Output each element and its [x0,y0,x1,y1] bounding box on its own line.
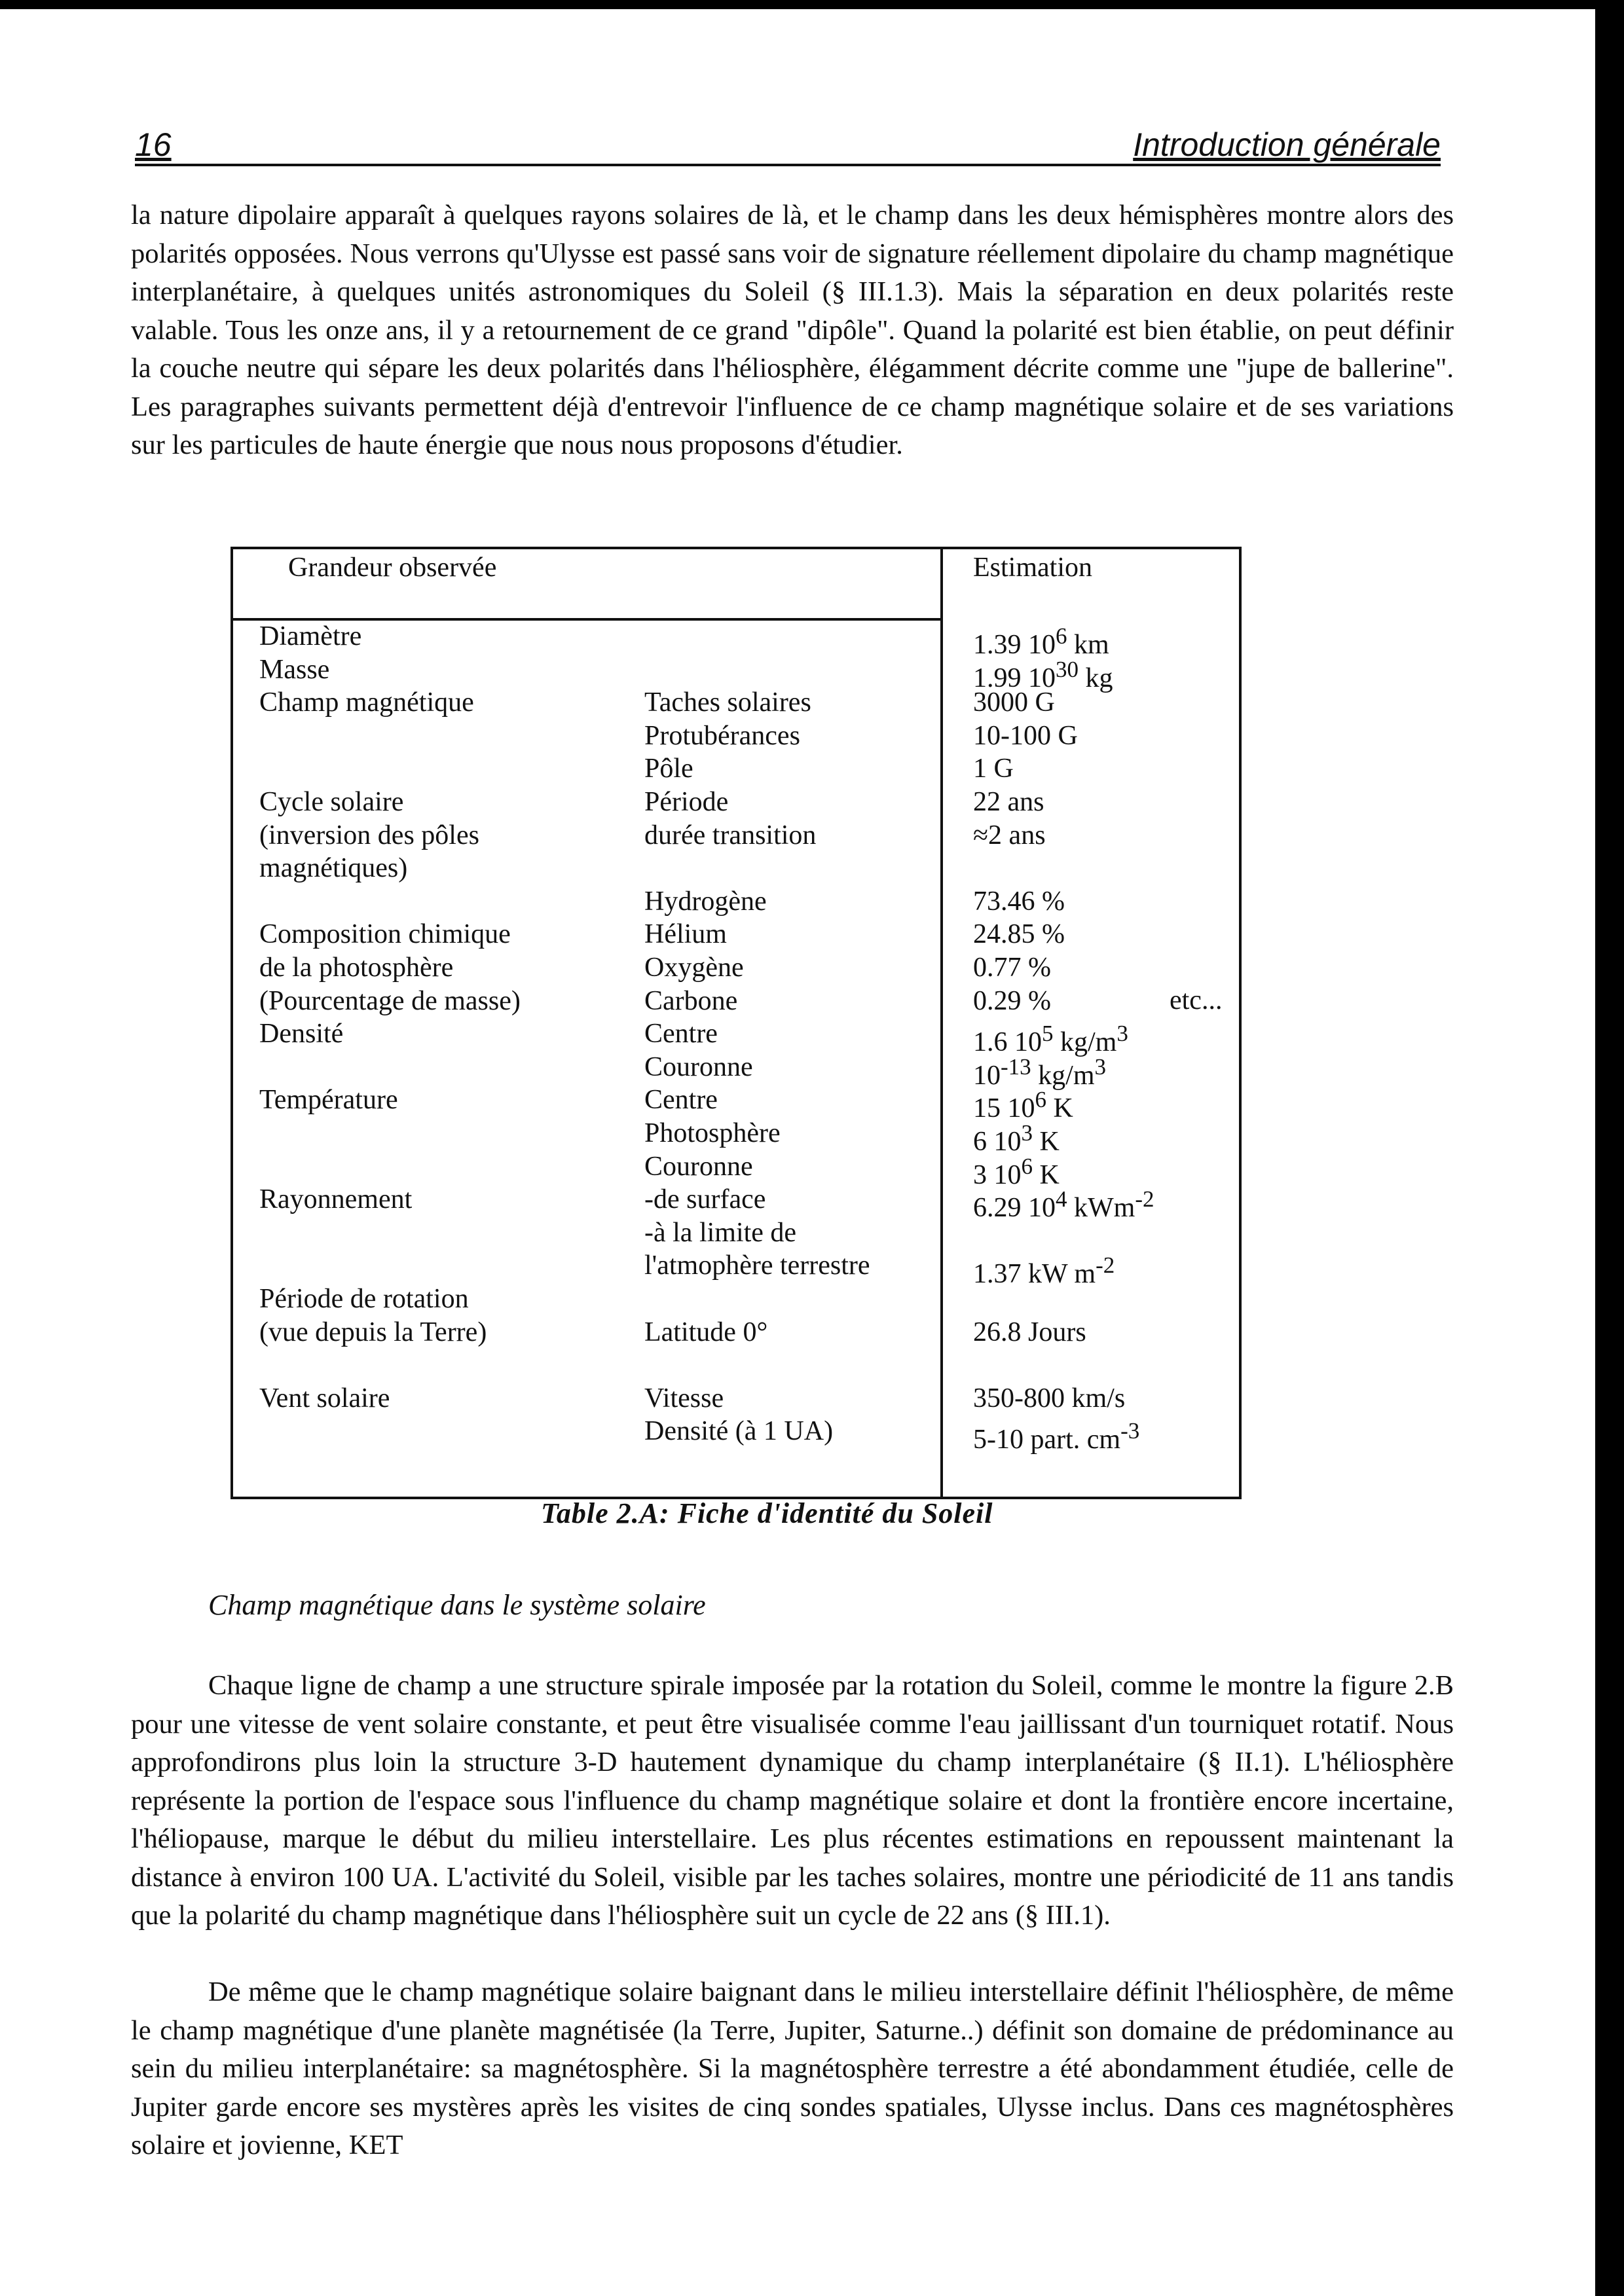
estimate-value-6: ≈2 ans [973,820,1046,850]
sub-quantity-label-13: Couronne [644,1152,753,1182]
table-caption: Table 2.A: Fiche d'identité du Soleil [541,1497,993,1529]
quantity-label-12: Période de rotation [259,1284,469,1314]
chapter-title: Introduction générale [1133,126,1441,163]
estimate-value-19: 350-800 km/s [973,1383,1126,1413]
table-header-estimate: Estimation [973,553,1092,583]
sub-quantity-label-7: Oxygène [644,953,744,983]
quantity-label-7: de la photosphère [259,953,454,983]
paragraph-magnetosphere: De même que le champ magnétique solaire baignant dans le milieu interstellaire définit l'héliosphère, de même le champ magnétique d'une planète magnétisée (la Terre, Jupiter, Saturne..) définit son domaine de prédominance au sein du milieu interplanétaire: sa magnétosphère. Si la magnétosphère terrestre a été abondamment étudiée, celle de Jupiter garde encore ses mystères après les visites de cinq sondes spatiales, Ulysse inclus. Dans ces magnétosphères solaire et jovienne, KET [131,1977,1454,2160]
sub-quantity-label-12: Photosphère [644,1118,781,1148]
estimate-value-18: 26.8 Jours [973,1317,1086,1347]
estimate-value-2: 3000 G [973,687,1055,718]
quantity-label-1: Masse [259,655,330,685]
sun-identity-table [231,547,1242,1499]
quantity-label-4: (inversion des pôles [259,820,479,850]
estimate-value-4: 1 G [973,754,1014,784]
quantity-label-8: (Pourcentage de masse) [259,986,521,1016]
scan-edge-top [0,0,1624,9]
quantity-label-11: Rayonnement [259,1184,413,1214]
estimate-value-7: 73.46 % [973,886,1065,917]
etc-label: etc... [1170,985,1223,1015]
quantity-label-3: Cycle solaire [259,787,404,817]
sub-quantity-label-8: Carbone [644,986,738,1016]
estimate-value-17: 1.37 kW $m^{-2}$ [973,1252,1115,1289]
estimate-value-12: $10^{-13}$ $kg/m^3$ [973,1054,1106,1091]
sub-quantity-label-9: Centre [644,1019,718,1049]
sub-quantity-label-11: Centre [644,1085,718,1115]
sub-quantity-label-5: Hydrogène [644,886,767,917]
paragraph-spiral-field: Chaque ligne de champ a une structure spirale imposée par la rotation du Soleil, comme le montre la figure 2.B pour une vitesse de vent solaire constante, et peut être visualisée comme l'eau jaillissant d'un tourniquet rotatif. Nous approfondirons plus loin la structure 3-D hautement dynamique du champ interplanétaire (§ II.1). L'héliosphère représente la portion de l'espace sous l'influence du champ magnétique solaire et dont la frontière encore incertaine, l'héliopause, marque le début du milieu interstellaire. Les plus récentes estimations en repoussent maintenant la distance à environ 100 UA. L'activité du Soleil, visible par les taches solaires, montre une périodicité de 11 ans tandis que la polarité du champ magnétique dans l'héliosphère suit un cycle de 22 ans (§ III.1). [131,1670,1454,1931]
quantity-label-6: Composition chimique [259,919,511,949]
table-column-divider [940,549,943,1497]
estimate-value-3: 10-100 G [973,721,1078,751]
sub-quantity-label-1: Protubérances [644,721,800,751]
page-number: 16 [135,126,172,163]
sub-quantity-label-6: Hélium [644,919,727,949]
estimate-value-10: 0.29 % [973,986,1051,1016]
quantity-label-14: Vent solaire [259,1383,390,1413]
sub-quantity-label-18: Vitesse [644,1383,724,1413]
estimate-value-15: 3 $10^6$ K [973,1154,1060,1190]
sub-quantity-label-15: -à la limite de [644,1218,797,1248]
quantity-label-9: Densité [259,1019,344,1049]
quantity-label-13: (vue depuis la Terre) [259,1317,487,1347]
estimate-value-20: 5-10 part. $cm^{-3}$ [973,1418,1140,1455]
quantity-label-0: Diamètre [259,621,362,651]
estimate-value-16: 6.29 $10^4$ kWm$^{-2}$ [973,1186,1154,1223]
estimate-value-11: 1.6 $10^5$ $kg/m^3$ [973,1021,1128,1057]
estimate-value-9: 0.77 % [973,953,1051,983]
sub-quantity-label-4: durée transition [644,820,817,850]
estimate-value-1: 1.99 $10^{30}$ kg [973,657,1113,693]
sub-quantity-label-0: Taches solaires [644,687,811,718]
paragraph-intro: la nature dipolaire apparaît à quelques rayons solaires de là, et le champ dans les deux hémisphères montre alors des polarités opposées. Nous verrons qu'Ulysse est passé sans voir de signature réellement dipolaire du champ magnétique interplanétaire, à quelques unités astronomiques du Soleil (§ III.1.3). Mais la séparation en deux polarités reste valable. Tous les onze ans, il y a retournement de ce grand "dipôle". Quand la polarité est bien établie, on peut définir la couche neutre qui sépare les deux polarités dans l'héliosphère, élégamment décrite comme une "jupe de ballerine". Les paragraphes suivants permettent déjà d'entrevoir l'influence de ce champ magnétique solaire et de ses variations sur les particules de haute énergie que nous nous proposons d'étudier. [131,200,1454,460]
estimate-value-5: 22 ans [973,787,1044,817]
quantity-label-2: Champ magnétique [259,687,474,718]
sub-quantity-label-10: Couronne [644,1052,753,1082]
table-header-quantity: Grandeur observée [288,553,497,583]
quantity-label-5: magnétiques) [259,853,408,883]
page-header [135,123,1441,166]
estimate-value-13: 15 $10^6$ K [973,1087,1073,1123]
sub-quantity-label-17: Latitude 0° [644,1317,768,1347]
section-heading: Champ magnétique dans le système solaire [208,1589,706,1621]
scan-edge-right [1595,0,1624,2296]
estimate-value-14: 6 $10^3$ K [973,1120,1060,1157]
sub-quantity-label-2: Pôle [644,754,693,784]
quantity-label-10: Température [259,1085,398,1115]
sub-quantity-label-3: Période [644,787,729,817]
sub-quantity-label-14: -de surface [644,1184,766,1214]
estimate-value-8: 24.85 % [973,919,1065,949]
sub-quantity-label-19: Densité (à 1 UA) [644,1416,834,1446]
sub-quantity-label-16: l'atmophère terrestre [644,1250,870,1281]
estimate-value-0: 1.39 $10^6$ km [973,623,1109,660]
